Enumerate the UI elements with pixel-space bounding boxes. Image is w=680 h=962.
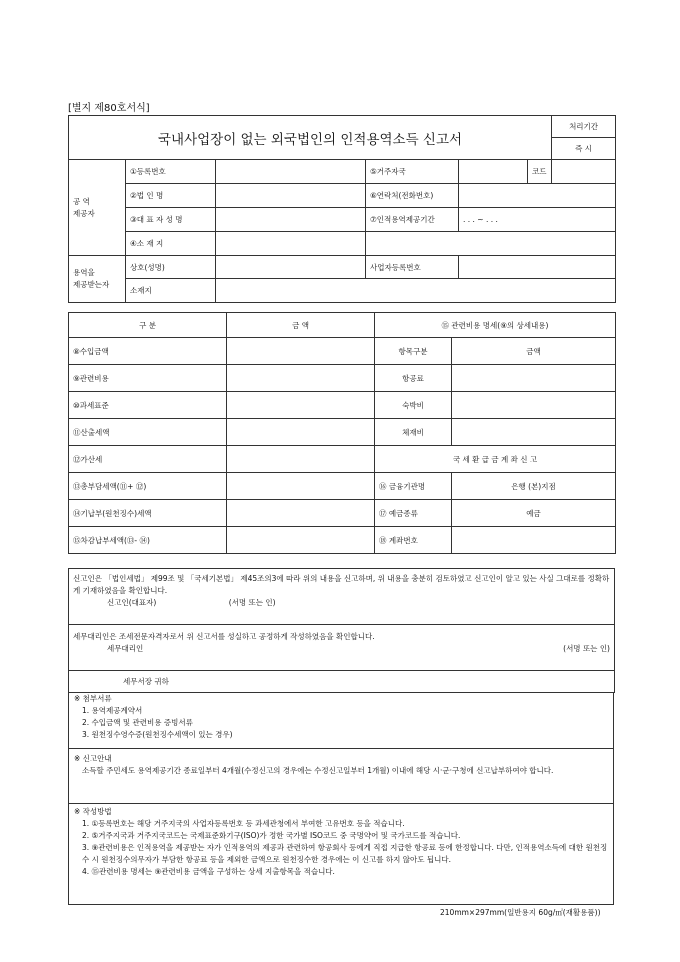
- code-field[interactable]: [552, 160, 616, 184]
- period-field[interactable]: . . . ~ . . .: [459, 208, 616, 232]
- agent-line: [73, 643, 610, 655]
- airfare-label: 항공료: [375, 365, 452, 392]
- final-tax-field[interactable]: [227, 527, 375, 554]
- computed-tax-label: ⑪산출세액: [69, 419, 227, 446]
- guide-title: ※ 신고안내: [74, 754, 112, 763]
- declarant-label: 신고인(대표자): [107, 598, 157, 607]
- agent-sign[interactable]: (서명 또는 인): [563, 644, 610, 653]
- related-cost-field[interactable]: [227, 365, 375, 392]
- name-field[interactable]: [216, 184, 366, 208]
- airfare-field[interactable]: [452, 365, 616, 392]
- item-amount-label: 금액: [452, 338, 616, 365]
- address-label: ④소 재 지: [126, 232, 216, 256]
- method-item: 3. ⑨관련비용은 인적용역을 제공받는 자가 인적용역의 제공과 관련하여 항공회사 등에게 직접 지급한 항공료 등에 한정합니다. 다만, 인적용역소득에 대한 원천징수 시 원천징수의무자가 부담한 항공료 등을 제외한 금액으로 원천징수한 경우에는 이 신고를 하지 않아도 됩니다.: [82, 843, 608, 864]
- account-no-field[interactable]: [452, 527, 616, 554]
- tax-base-field[interactable]: [227, 392, 375, 419]
- method-item: 4. ⑮관련비용 명세는 ⑨관련비용 금액을 구성하는 상세 지출항목을 적습니다.: [82, 867, 335, 876]
- recipient-address-label: 소재지: [126, 279, 216, 303]
- country-field[interactable]: [459, 160, 528, 184]
- method-box: [68, 804, 614, 905]
- rep-label: ③대 표 자 성 명: [126, 208, 216, 232]
- guide-box: [68, 749, 614, 804]
- guide-text: 소득할 주민세도 용역제공기간 종료일부터 4개월(수정신고의 경우에는 수정신고일부터 1개월) 이내에 해당 시·군·구청에 신고납부하여야 합니다.: [82, 766, 554, 775]
- calculation-table: [68, 312, 616, 554]
- contact-label: ⑥연락처(전화번호): [366, 184, 459, 208]
- name-label: ②법 인 명: [126, 184, 216, 208]
- declarant-line: [73, 597, 610, 609]
- form-title: 국내사업장이 없는 외국법인의 인적용역소득 신고서: [69, 116, 552, 160]
- attachments-title: ※ 첨부서류: [74, 694, 112, 703]
- recipient-address-field[interactable]: [216, 279, 616, 303]
- recipient-section-label: 용역을 제공받는자: [69, 256, 126, 303]
- attachment-item: 1. 용역제공계약서: [82, 706, 143, 715]
- bank-field[interactable]: 은행 (본)지점: [452, 473, 616, 500]
- item-type-label: 항목구분: [375, 338, 452, 365]
- method-item: 1. ①등록번호는 해당 거주지국의 사업자등록번호 등 과세관청에서 부여한 고유번호 등을 적습니다.: [82, 819, 405, 828]
- processing-value: 즉 시: [552, 138, 616, 160]
- attachments-box: [68, 692, 614, 749]
- amount-header: 금 액: [227, 313, 375, 338]
- biz-no-label: 사업자등록번호: [366, 256, 459, 279]
- stay-cost-field[interactable]: [452, 419, 616, 446]
- trade-name-field[interactable]: [216, 256, 366, 279]
- rep-field[interactable]: [216, 208, 366, 232]
- detail-header: ⑮ 관련비용 명세(⑨의 상세내용): [375, 313, 616, 338]
- method-title: ※ 작성방법: [74, 807, 112, 816]
- period-label: ⑦인적용역제공기간: [366, 208, 459, 232]
- processing-label: 처리기간: [552, 116, 616, 138]
- related-cost-label: ⑨관련비용: [69, 365, 227, 392]
- address-field-extended[interactable]: [366, 232, 616, 256]
- agent-label: 세무대리인: [107, 644, 144, 653]
- prepaid-tax-field[interactable]: [227, 500, 375, 527]
- stay-cost-label: 체재비: [375, 419, 452, 446]
- paper-spec-footer: 210mm×297mm(일반용지 60g/㎡(재활용품)): [440, 908, 601, 917]
- total-tax-label: ⑬총부담세액(⑪+ ⑫): [69, 473, 227, 500]
- agent-cell: [69, 625, 615, 671]
- address-field[interactable]: [216, 232, 366, 256]
- biz-no-field[interactable]: [459, 256, 616, 279]
- bank-label: ⑯ 금융기관명: [375, 473, 452, 500]
- additional-tax-field[interactable]: [227, 446, 375, 473]
- code-label: 코드: [528, 160, 552, 184]
- declarant-sign[interactable]: (서명 또는 인): [228, 598, 276, 607]
- provider-table: [68, 115, 616, 303]
- trade-name-label: 상호(성명): [126, 256, 216, 279]
- agent-text: 세무대리인은 조세전문자격자로서 위 신고서를 성실하고 공정하게 작성하였음을 확인합니다.: [73, 632, 375, 641]
- account-no-label: ⑱ 계좌번호: [375, 527, 452, 554]
- provider-section-label: 공 역 제공자: [69, 160, 126, 256]
- reg-no-field[interactable]: [216, 160, 366, 184]
- lodging-field[interactable]: [452, 392, 616, 419]
- country-label: ⑤거주자국: [366, 160, 459, 184]
- declaration-text: 신고인은 「법인세법」 제99조 및 「국세기본법」 제45조의3에 따라 위의 내용을 신고하며, 위 내용을 충분히 검토하였고 신고인이 알고 있는 사실 그대로를 정확하게 기재하였음을 확인합니다.: [73, 574, 610, 595]
- declaration-table: [68, 568, 615, 693]
- income-amount-label: ⑧수입금액: [69, 338, 227, 365]
- income-amount-field[interactable]: [227, 338, 375, 365]
- tax-base-label: ⑩과세표준: [69, 392, 227, 419]
- prepaid-tax-label: ⑭기납부(원천징수)세액: [69, 500, 227, 527]
- attachment-item: 3. 원천징수영수증(원천징수세액이 있는 경우): [82, 730, 233, 739]
- computed-tax-field[interactable]: [227, 419, 375, 446]
- contact-field[interactable]: [459, 184, 616, 208]
- reg-no-label: ①등록번호: [126, 160, 216, 184]
- lodging-label: 숙박비: [375, 392, 452, 419]
- deposit-type-field[interactable]: 예금: [452, 500, 616, 527]
- method-item: 2. ⑤거주지국과 거주지국코드는 국제표준화기구(ISO)가 정한 국가별 ISO코드 중 국명약어 및 국가코드를 적습니다.: [82, 831, 461, 840]
- additional-tax-label: ⑫가산세: [69, 446, 227, 473]
- addressee-line: 세무서장 귀하: [69, 671, 615, 693]
- attachment-item: 2. 수입금액 및 관련비용 증빙서류: [82, 718, 193, 727]
- declaration-cell: [69, 569, 615, 625]
- form-number-label: [별지 제80호서식]: [68, 103, 150, 114]
- final-tax-label: ⑮차감납부세액(⑬- ⑭): [69, 527, 227, 554]
- division-header: 구 분: [69, 313, 227, 338]
- deposit-type-label: ⑰ 예금종류: [375, 500, 452, 527]
- refund-account-header: 국 세 환 급 금 계 좌 신 고: [375, 446, 616, 473]
- total-tax-field[interactable]: [227, 473, 375, 500]
